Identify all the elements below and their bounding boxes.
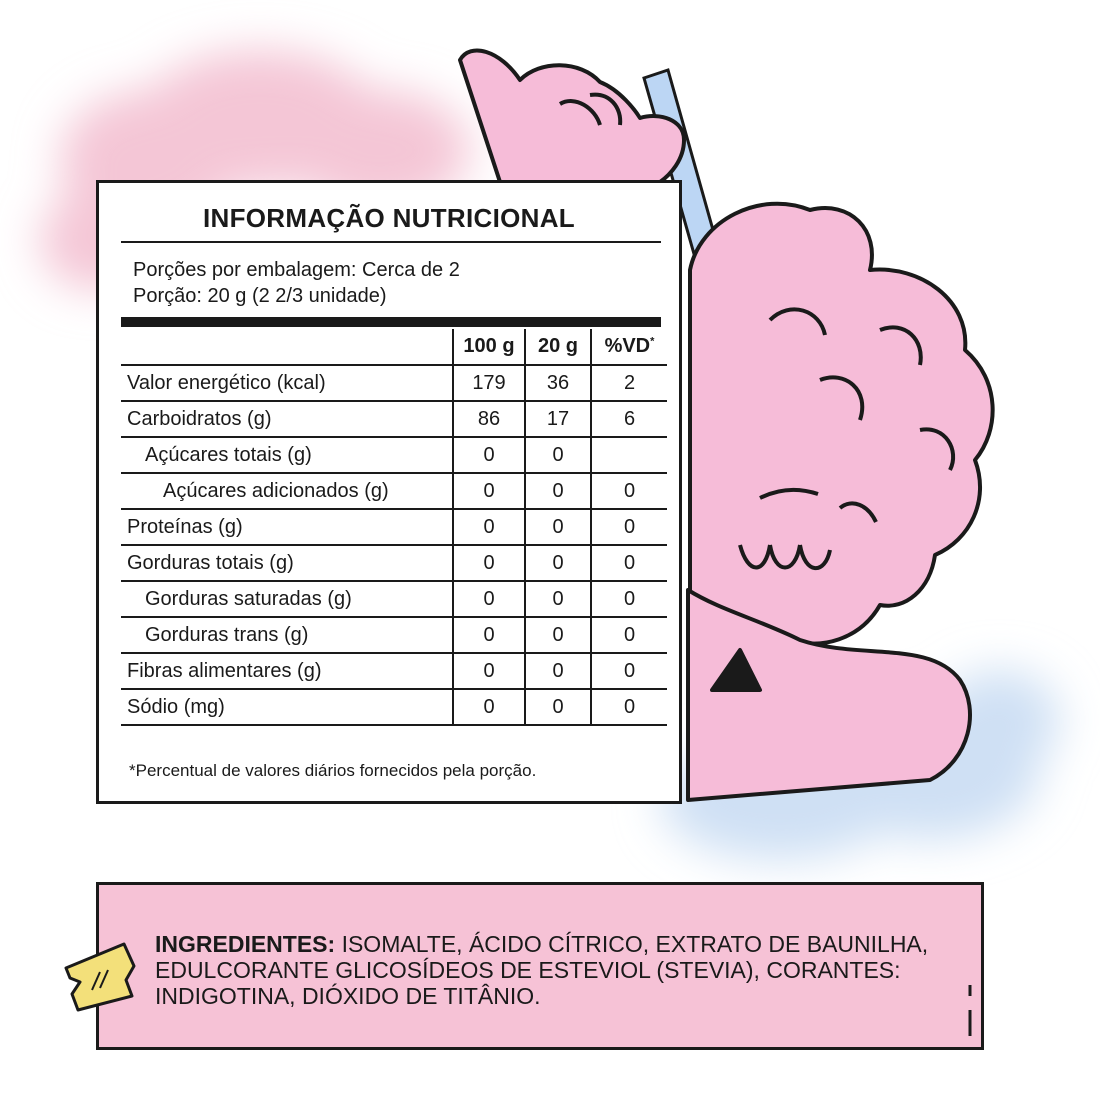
table-row <box>121 401 667 437</box>
value-serving: 0 <box>525 689 591 725</box>
nutrition-header-row <box>121 329 667 365</box>
value-100g: 179 <box>453 365 525 401</box>
value-100g: 0 <box>453 437 525 473</box>
hand-illustration <box>460 50 684 190</box>
table-row <box>121 545 667 581</box>
nutrition-table <box>121 329 667 726</box>
header-per-100g: 100 g <box>453 329 525 365</box>
cotton-candy-character <box>688 204 993 800</box>
header-empty <box>121 329 453 365</box>
value-serving: 0 <box>525 581 591 617</box>
value-dv: 0 <box>591 473 667 509</box>
ingredients-label: INGREDIENTES: <box>155 931 336 957</box>
ingredients-box <box>96 882 984 1050</box>
header-daily-value <box>591 329 667 365</box>
value-dv: 0 <box>591 545 667 581</box>
row-label: Gorduras totais (g) <box>121 545 453 581</box>
value-dv: 2 <box>591 365 667 401</box>
value-serving: 0 <box>525 653 591 689</box>
dv-label: %VD <box>604 335 651 357</box>
value-serving: 0 <box>525 545 591 581</box>
value-dv: 0 <box>591 653 667 689</box>
value-dv: 0 <box>591 581 667 617</box>
row-label: Gorduras trans (g) <box>121 617 453 653</box>
table-row <box>121 473 667 509</box>
value-100g: 0 <box>453 653 525 689</box>
value-100g: 0 <box>453 509 525 545</box>
value-dv: 0 <box>591 689 667 725</box>
value-serving: 36 <box>525 365 591 401</box>
table-row <box>121 365 667 401</box>
header-per-serving: 20 g <box>525 329 591 365</box>
value-serving: 0 <box>525 617 591 653</box>
value-serving: 0 <box>525 437 591 473</box>
row-label: Carboidratos (g) <box>121 401 453 437</box>
value-serving: 17 <box>525 401 591 437</box>
dv-asterisk: * <box>650 335 655 348</box>
value-100g: 0 <box>453 473 525 509</box>
row-label: Valor energético (kcal) <box>121 365 453 401</box>
value-100g: 0 <box>453 617 525 653</box>
table-row <box>121 617 667 653</box>
value-serving: 0 <box>525 509 591 545</box>
table-row <box>121 437 667 473</box>
row-label: Açúcares totais (g) <box>121 437 453 473</box>
value-100g: 0 <box>453 689 525 725</box>
serving-size: Porção: 20 g (2 2/3 unidade) <box>133 285 387 307</box>
row-label: Açúcares adicionados (g) <box>121 473 453 509</box>
value-dv: 0 <box>591 617 667 653</box>
ingredients-text <box>155 931 975 1009</box>
row-label: Gorduras saturadas (g) <box>121 581 453 617</box>
row-label: Proteínas (g) <box>121 509 453 545</box>
nutrition-facts-panel <box>96 180 682 804</box>
nutrition-title: INFORMAÇÃO NUTRICIONAL <box>202 203 575 233</box>
thick-divider <box>121 317 661 327</box>
value-100g: 0 <box>453 545 525 581</box>
table-row <box>121 509 667 545</box>
table-row <box>121 653 667 689</box>
table-row <box>121 689 667 725</box>
serving-info <box>133 257 460 309</box>
footnote: *Percentual de valores diários fornecidos pela porção. <box>129 761 537 780</box>
value-dv: 6 <box>591 401 667 437</box>
value-100g: 86 <box>453 401 525 437</box>
table-row <box>121 581 667 617</box>
value-100g: 0 <box>453 581 525 617</box>
row-label: Sódio (mg) <box>121 689 453 725</box>
title-divider <box>121 241 661 243</box>
value-dv <box>591 437 667 473</box>
ingredients-list: ISOMALTE, ÁCIDO CÍTRICO, EXTRATO DE BAUNILHA, EDULCORANTE GLICOSÍDEOS DE ESTEVIOL (STEVIA), CORANTES: INDIGOTINA, DIÓXIDO DE TITÂNIO. <box>155 931 929 1009</box>
row-label: Fibras alimentares (g) <box>121 653 453 689</box>
servings-per-package: Porções por embalagem: Cerca de 2 <box>133 259 460 281</box>
value-dv: 0 <box>591 509 667 545</box>
value-serving: 0 <box>525 473 591 509</box>
